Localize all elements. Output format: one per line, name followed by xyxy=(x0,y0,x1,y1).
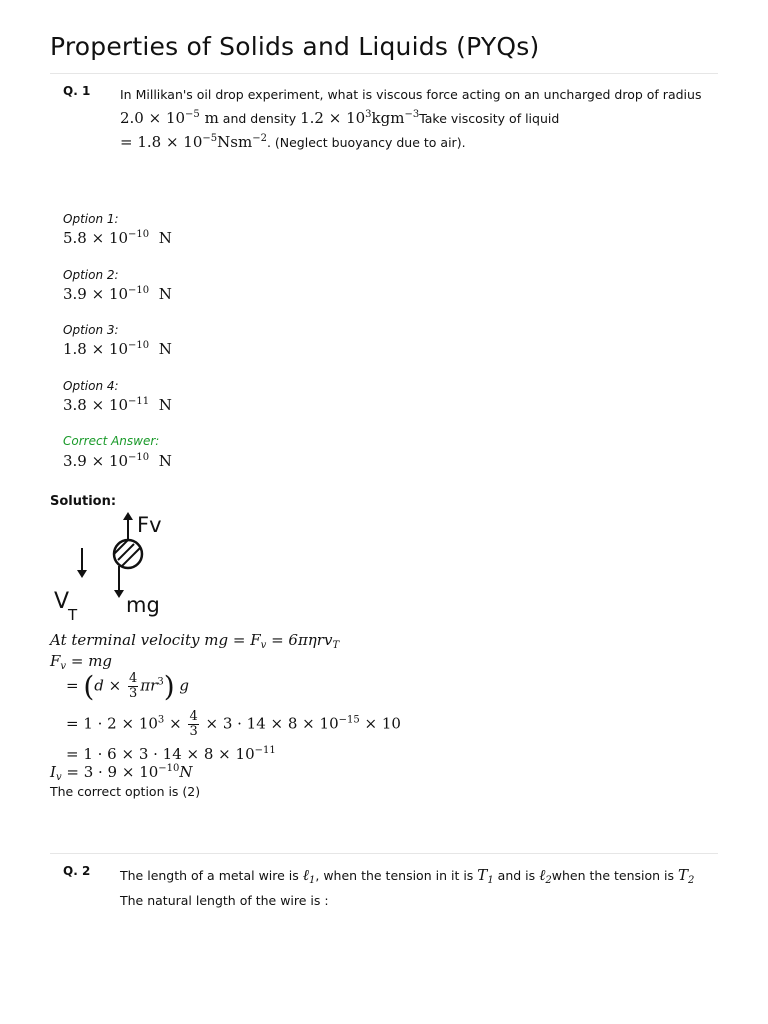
t2-symbol: $T_2$ xyxy=(678,866,695,886)
correct-answer-label: Correct Answer: xyxy=(63,434,160,448)
velocity-label: V xyxy=(54,589,70,614)
solution-conclusion: The correct option is (2) xyxy=(50,784,201,799)
option-label: Option 3: xyxy=(63,323,119,337)
solution-line: $I_v = 3 \cdot 9 \times 10^{-10}N$ xyxy=(50,763,193,783)
option-value[interactable]: $5.8 \times 10^{-10}$ N xyxy=(63,229,172,247)
arrow-head xyxy=(114,590,124,598)
oil-drop xyxy=(114,540,142,568)
solution-line: = (d × $\frac{4}{3}$ $\pi r^3$) g xyxy=(66,670,190,703)
solution-label: Solution: xyxy=(50,494,117,509)
option-value[interactable]: $3.8 \times 10^{-11}$ N xyxy=(63,396,172,414)
oil-drop-diagram xyxy=(50,508,180,620)
force-up-label: Fv xyxy=(137,513,162,537)
question-text: The length of a metal wire is ℓ$_1$, when the tension in it is $T_1$ and is ℓ$_2$when the tension is $T_2$ The natural length of the wire is : xyxy=(120,866,695,908)
arrow-head xyxy=(77,570,87,578)
option-label: Option 4: xyxy=(63,379,119,393)
solution-line: = $1 \cdot 2 \times 10^3$ × $\frac{4}{3}$ × $3 \cdot 14 \times 8 \times 10^{-15} \times 10$ xyxy=(66,709,401,739)
question-number: Q. 1 xyxy=(63,84,91,98)
solution-line: $F_v$ = mg xyxy=(50,652,113,672)
option-value[interactable]: $1.8 \times 10^{-10}$ N xyxy=(63,340,172,358)
l1-symbol: ℓ$_1$ xyxy=(302,866,316,886)
force-down-label: mg xyxy=(126,593,160,617)
viscosity-value: = $1.8 \times 10^{-5}Nsm^{-2}$ xyxy=(120,133,267,151)
question-number: Q. 2 xyxy=(63,864,91,878)
question-text xyxy=(120,85,720,153)
solution-line: At terminal velocity mg = $F_v = 6\pi\eta rv_T$ xyxy=(50,631,340,651)
question-text-part: Take viscosity of liquid xyxy=(419,111,560,126)
radius-value: $2.0 \times 10^{-5}$ m xyxy=(120,109,219,127)
question-text-part: and density xyxy=(222,111,297,126)
option-label: Option 1: xyxy=(63,212,119,226)
correct-answer-value: $3.9 \times 10^{-10}$ N xyxy=(63,452,172,470)
option-value[interactable]: $3.9 \times 10^{-10}$ N xyxy=(63,285,172,303)
divider xyxy=(50,73,718,74)
solution-line: = $1 \cdot 6 \times 3 \cdot 14 \times 8 \times 10^{-11}$ xyxy=(66,745,276,763)
question-text-part: . (Neglect buoyancy due to air). xyxy=(266,135,466,150)
page-title: Properties of Solids and Liquids (PYQs) xyxy=(50,32,540,61)
velocity-subscript: T xyxy=(68,606,78,620)
divider xyxy=(50,853,718,854)
question-text-part: In Millikan's oil drop experiment, what is viscous force acting on an uncharged drop of radius xyxy=(120,87,702,102)
arrow-head xyxy=(123,512,133,520)
option-label: Option 2: xyxy=(63,268,119,282)
t1-symbol: $T_1$ xyxy=(477,866,494,886)
density-value: $1.2 \times 10^3kgm^{-3}$ xyxy=(300,109,420,127)
l2-symbol: ℓ$_2$ xyxy=(539,866,552,886)
